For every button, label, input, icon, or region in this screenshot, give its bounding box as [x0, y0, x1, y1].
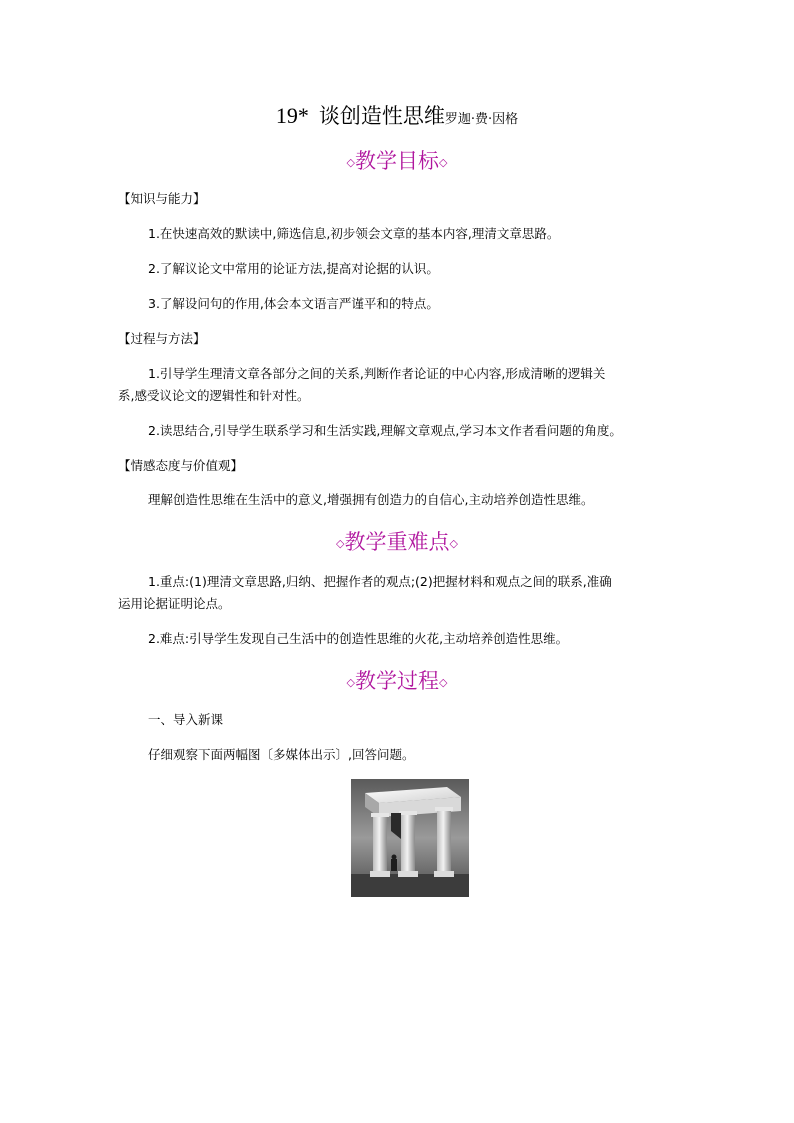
goal-item: 1.在快速高效的默读中,筛选信息,初步领会文章的基本内容,理清文章思路。	[148, 226, 560, 241]
impossible-pillars-image	[351, 779, 469, 897]
diamond-icon: ◇	[346, 156, 355, 169]
lesson-title	[0, 100, 794, 130]
diamond-icon: ◇	[449, 537, 458, 550]
heading-goals-text: 教学目标	[355, 149, 439, 173]
lesson-number: 19*	[275, 103, 309, 128]
diamond-icon: ◇	[346, 676, 355, 689]
goal-item: 理解创造性思维在生活中的意义,增强拥有创造力的自信心,主动培养创造性思维。	[148, 492, 594, 507]
heading-goals	[0, 145, 794, 175]
goal-item: 1.引导学生理清文章各部分之间的关系,判断作者论证的中心内容,形成清晰的逻辑关	[148, 366, 606, 381]
goal-item: 2.读思结合,引导学生联系学习和生活实践,理解文章观点,学习本文作者看问题的角度。	[148, 423, 622, 438]
keypoint-item-continued: 运用论据证明论点。	[118, 596, 231, 611]
goal-item: 2.了解议论文中常用的论证方法,提高对论据的认识。	[148, 261, 439, 276]
keypoint-item: 2.难点:引导学生发现自己生活中的创造性思维的火花,主动培养创造性思维。	[148, 631, 569, 646]
lesson-title-text: 谈创造性思维	[318, 104, 445, 128]
heading-process-text: 教学过程	[355, 669, 439, 693]
process-step-title: 一、导入新课	[148, 712, 224, 727]
heading-keypoints	[0, 526, 794, 556]
lesson-author: 罗迦·费·因格	[444, 112, 519, 127]
process-step-text: 仔细观察下面两幅图〔多媒体出示〕,回答问题。	[148, 747, 415, 762]
goal-item: 3.了解设问句的作用,体会本文语言严谨平和的特点。	[148, 296, 439, 311]
section-title: 【过程与方法】	[118, 331, 206, 346]
diamond-icon: ◇	[439, 676, 448, 689]
goal-item-continued: 系,感受议论文的逻辑性和针对性。	[118, 388, 310, 403]
diamond-icon: ◇	[439, 156, 448, 169]
section-title: 【情感态度与价值观】	[118, 458, 244, 473]
heading-keypoints-text: 教学重难点	[344, 530, 450, 554]
keypoint-item: 1.重点:(1)理清文章思路,归纳、把握作者的观点;(2)把握材料和观点之间的联系,准确	[148, 574, 612, 589]
diamond-icon: ◇	[336, 537, 345, 550]
heading-process	[0, 665, 794, 695]
section-title: 【知识与能力】	[118, 191, 206, 206]
